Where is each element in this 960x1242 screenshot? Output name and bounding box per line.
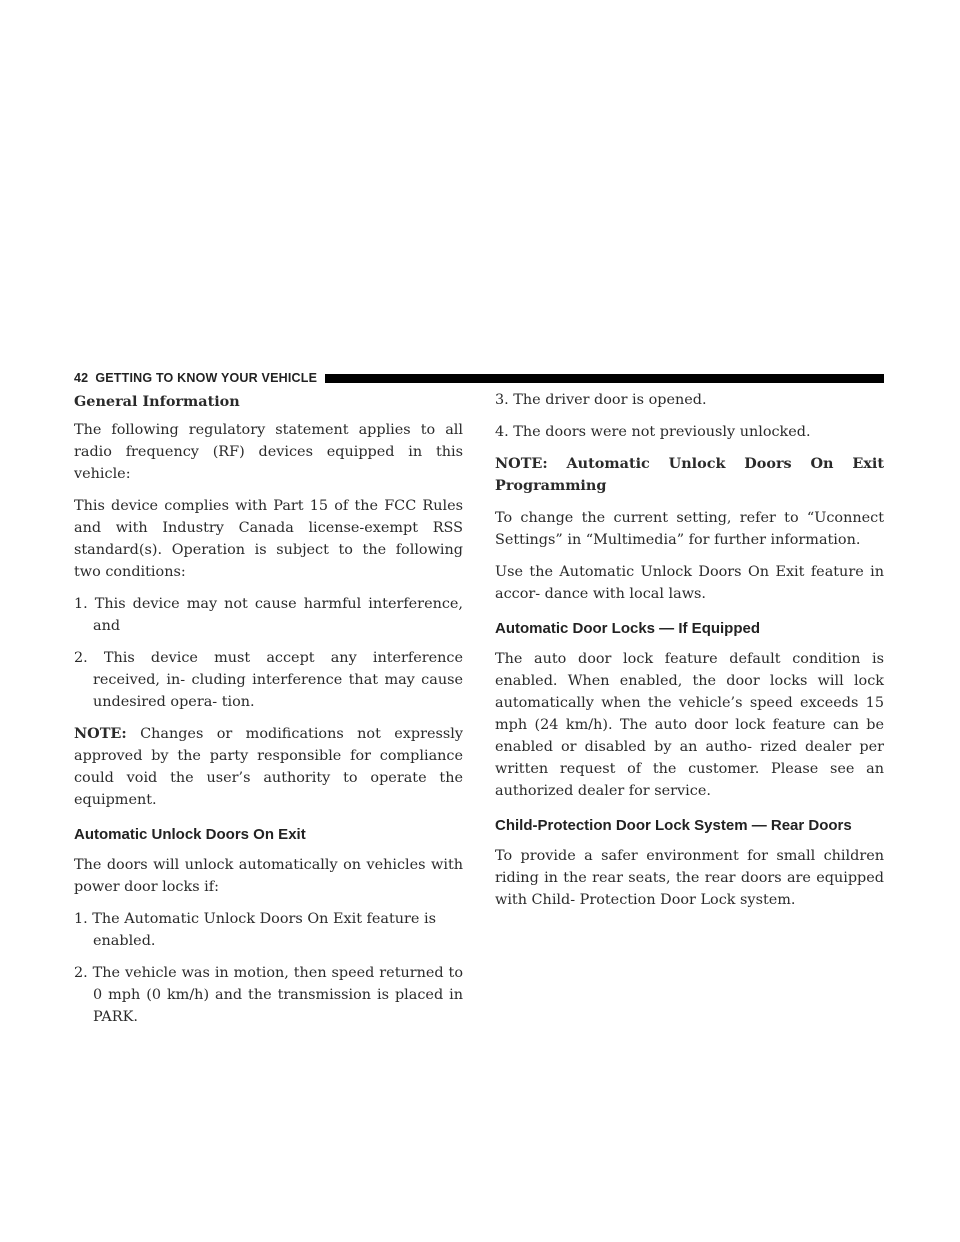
left-column [74, 393, 463, 1038]
section-title: GETTING TO KNOW YOUR VEHICLE [95, 371, 318, 385]
door-locks-heading: Automatic Door Locks — If Equipped [495, 620, 761, 637]
child-protection-paragraph: To provide a safer environment for small children riding in the rear seats, the rear doors are equipped with Child- Protection Door Lock system. [495, 848, 884, 908]
header-rule [325, 374, 884, 383]
page-number: 42 [74, 371, 89, 385]
page-header [74, 370, 884, 386]
programming-note: NOTE: Automatic Unlock Doors On Exit Programming [495, 455, 884, 494]
unlock-item-2: 2. The vehicle was in motion, then speed returned to 0 mph (0 km/h) and the transmission is placed in PARK. [74, 965, 463, 1025]
unlock-item-1: 1. The Automatic Unlock Doors On Exit feature is enabled. [74, 911, 436, 949]
door-locks-paragraph: The auto door lock feature default condition is enabled. When enabled, the door locks will lock automatically when the vehicle’s speed exceeds 15 mph (24 km/h). The auto door lock feature can be enabled or disabled by an autho- rized dealer per written request of the customer. Please see an authorized dealer for service. [495, 651, 884, 799]
child-protection-heading: Child-Protection Door Lock System — Rear Doors [495, 817, 852, 834]
unlock-doors-heading: Automatic Unlock Doors On Exit [74, 826, 306, 843]
regulatory-intro-paragraph: The following regulatory statement applies to all radio frequency (RF) devices equipped in this vehicle: [74, 422, 463, 482]
fcc-compliance-paragraph: This device complies with Part 15 of the FCC Rules and with Industry Canada license-exempt RSS standard(s). Operation is subject to the following two conditions: [74, 498, 463, 580]
condition-item-1: 1. This device may not cause harmful interference, and [74, 596, 463, 634]
unlock-intro-paragraph: The doors will unlock automatically on vehicles with power door locks if: [74, 857, 463, 895]
note-text: Changes or modifications not expressly approved by the party responsible for compliance could void the user’s authority to operate the equipment. [74, 726, 463, 808]
local-laws-paragraph: Use the Automatic Unlock Doors On Exit feature in accor- dance with local laws. [495, 564, 884, 602]
right-column [495, 393, 884, 921]
note-paragraph [74, 723, 463, 811]
note-label: NOTE: [74, 725, 127, 742]
general-information-heading: General Information [74, 393, 240, 410]
change-setting-paragraph: To change the current setting, refer to “Uconnect Settings” in “Multimedia” for further information. [495, 510, 884, 548]
unlock-item-4: 4. The doors were not previously unlocked. [495, 424, 811, 440]
condition-item-2: 2. This device must accept any interference received, in- cluding interference that may cause undesired opera- tion. [74, 650, 463, 710]
unlock-item-3: 3. The driver door is opened. [495, 392, 707, 408]
